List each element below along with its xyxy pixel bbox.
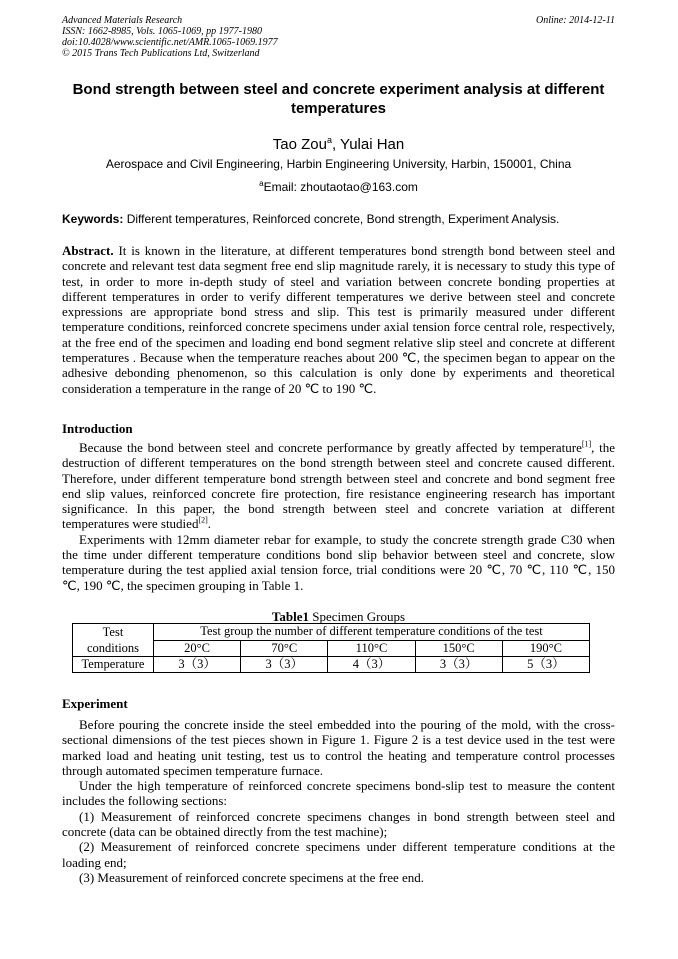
abstract [62,243,615,396]
introduction-heading: Introduction [62,421,133,436]
table-caption [62,609,615,624]
temperature-header-cell: 70°C [241,640,328,657]
author-name: Yulai Han [340,136,405,153]
experiment-heading: Experiment [62,696,128,711]
abstract-text: It is known in the literature, at different temperatures bond strength bond between steel and concrete and relevant test data segment free end slip magnitude rarely, it is necessary to study this type of test, in order to more in-depth study of steel and variation between concrete bonding properties at different temperatures in order to verify different temperatures we derive between steel and concrete expressions are appropriate bond stress and slip. This test is primarily measured under different temperature conditions, reinforced concrete specimens under axial tension force central role, respectively, at the free end of the specimen and loading end bond segment relative slip steel and concrete at different temperatures . Because when the temperature reaches about 200 ℃, the specimen began to appear on the adhesive debonding phenomenon, so this calculation is only done by experiments and theoretical consideration a temperature in the range of 20 ℃ to 190 ℃. [62,243,615,396]
citation: [2] [198,516,208,526]
abstract-label: Abstract. [62,243,114,258]
table-cell: 4（3） [328,657,415,673]
table-row [73,624,590,641]
affiliation: Aerospace and Civil Engineering, Harbin Engineering University, Harbin, 150001, China [105,157,572,171]
doi-line: doi:10.4028/www.scientific.net/AMR.1065-1069.1977 [62,37,278,48]
email-line [62,177,615,194]
intro-text: , the destruction of different temperatures on the bond strength between steel and concrete caused different. Therefore, under different temperature bond strength between steel and concrete and bond segment free end slip values, reinforced concrete fire protection, fire resistance engineering research has important significance. In this paper, the bond strength between steel and concrete variation at different temperatures were studied [62,440,615,532]
table-caption-label: Table1 [271,609,310,624]
specimen-groups-table [72,623,590,673]
online-date: Online: 2014-12-11 [536,15,615,26]
table-cell: 3（3） [241,657,328,673]
intro-paragraph: Experiments with 12mm diameter rebar for example, to study the concrete strength grade C30 when the time under different temperature conditions bond slip behavior between steel and concrete, slow temperature during the test applied axial tension force, trial conditions were 20 ℃, 70 ℃, 110 ℃, 150 ℃, 190 ℃, the specimen grouping in Table 1. [62,531,615,593]
paper-title: Bond strength between steel and concrete experiment analysis at different temperatures [72,81,605,117]
intro-paragraph [62,440,615,532]
journal-name: Advanced Materials Research [62,15,183,26]
author-superscript: a [326,135,332,145]
keywords-label: Keywords: [62,212,124,226]
table-caption-text: Specimen Groups [309,609,406,624]
issn-line: ISSN: 1662-8985, Vols. 1065-1069, pp 1977-1980 [62,26,262,37]
experiment-paragraph: (2) Measurement of reinforced concrete specimens under different temperature conditions at the loading end; [62,839,615,870]
intro-text: Because the bond between steel and concrete performance by greatly affected by temperature [79,440,582,455]
table-header-cell [73,624,154,657]
header-text: conditions [86,641,140,655]
table-row [73,657,590,673]
row-label-cell: Temperature [73,657,154,673]
keywords-text: Different temperatures, Reinforced concrete, Bond strength, Experiment Analysis. [126,212,560,226]
citation: [1] [581,439,592,449]
experiment-paragraph: Before pouring the concrete inside the steel embedded into the pouring of the mold, with the cross-sectional dimensions of the test pieces shown in Figure 1. Figure 2 is a test device used in the test were marked load and heating unit testing, test us to control the heating and temperature control processes through automated specimen temperature furnace. [62,717,615,778]
table-header-cell: Test group the number of different temperature conditions of the test [154,624,590,641]
temperature-header-cell: 190°C [502,640,589,657]
email-text: Email: zhoutaotao@163.com [263,180,418,194]
introduction-body [62,440,615,593]
temperature-header-cell: 20°C [154,640,241,657]
table-cell: 5（3） [502,657,589,673]
experiment-paragraph: (3) Measurement of reinforced concrete specimens at the free end. [79,869,425,885]
temperature-header-cell: 110°C [328,640,415,657]
experiment-body [62,717,615,885]
keywords [62,212,622,226]
header-text: Test [102,625,124,639]
experiment-paragraph: Under the high temperature of reinforced concrete specimens bond-slip test to measure the content includes the following sections: [62,778,615,809]
table-cell: 3（3） [415,657,502,673]
experiment-paragraph: (1) Measurement of reinforced concrete specimens changes in bond strength between steel and concrete (data can be obtained directly from the test machine); [62,808,615,840]
table-cell: 3（3） [154,657,241,673]
copyright-line: © 2015 Trans Tech Publications Ltd, Switzerland [62,48,260,59]
author-name: Tao Zou [272,136,327,153]
temperature-header-cell: 150°C [415,640,502,657]
journal-header [62,15,615,59]
email-superscript: a [259,179,264,188]
author-list [62,131,615,154]
author-separator: , [331,136,341,153]
intro-text: . [207,516,212,532]
